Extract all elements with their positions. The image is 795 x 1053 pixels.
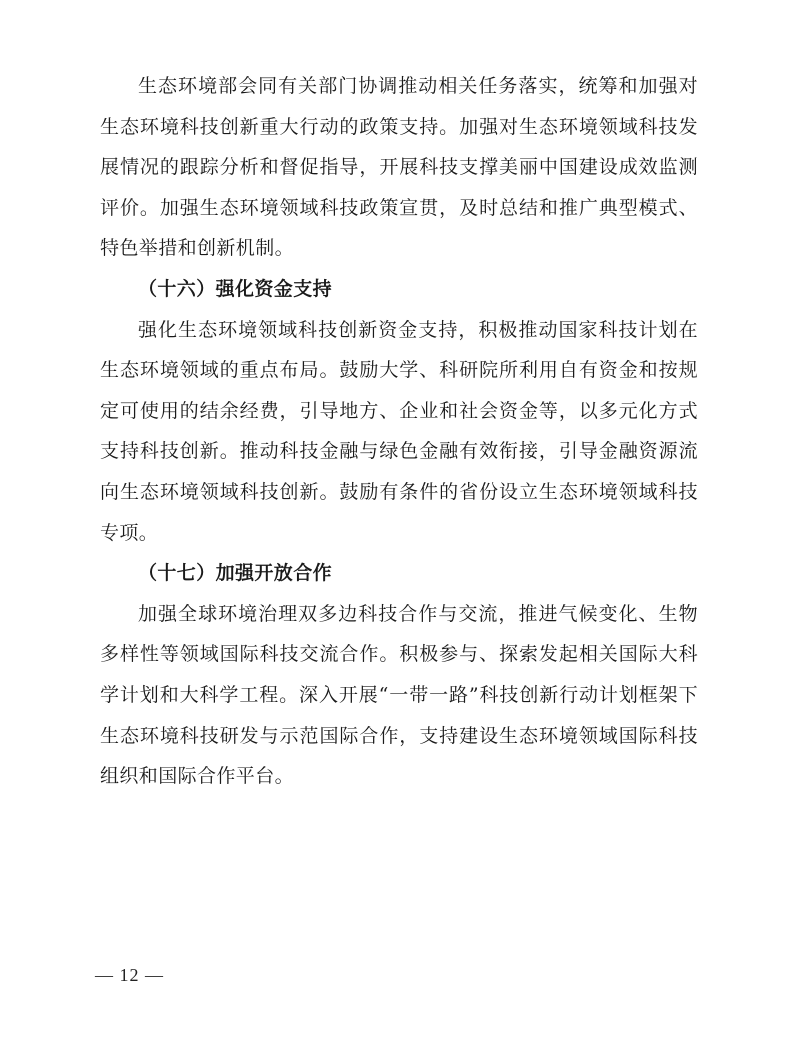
section-heading-cooperation: （十七）加强开放合作 <box>138 562 333 585</box>
paragraph-coordination: 生态环境部会同有关部门协调推动相关任务落实，统筹和加强对生态环境科技创新重大行动的政策支持。加强对生态环境领域科技发展情况的跟踪分析和督促指导，开展科技支撑美丽中国建设成效监测评价。加强生态环境领域科技政策宣贯，及时总结和推广典型模式、特色举措和创新机制。 <box>100 75 698 260</box>
document-body <box>100 66 698 797</box>
page-number: — 12 — <box>95 965 164 985</box>
paragraph-funding: 强化生态环境领域科技创新资金支持，积极推动国家科技计划在生态环境领域的重点布局。鼓励大学、科研院所利用自有资金和按规定可使用的结余经费，引导地方、企业和社会资金等，以多元化方式支持科技创新。推动科技金融与绿色金融有效衔接，引导金融资源流向生态环境领域科技创新。鼓励有条件的省份设立生态环境领域科技专项。 <box>100 318 698 544</box>
section-heading-funding: （十六）强化资金支持 <box>138 277 333 300</box>
paragraph-cooperation: 加强全球环境治理双多边科技合作与交流，推进气候变化、生物多样性等领域国际科技交流合作。积极参与、探索发起相关国际大科学计划和大科学工程。深入开展“一带一路”科技创新行动计划框架下生态环境科技研发与示范国际合作，支持建设生态环境领域国际科技组织和国际合作平台。 <box>100 602 698 788</box>
